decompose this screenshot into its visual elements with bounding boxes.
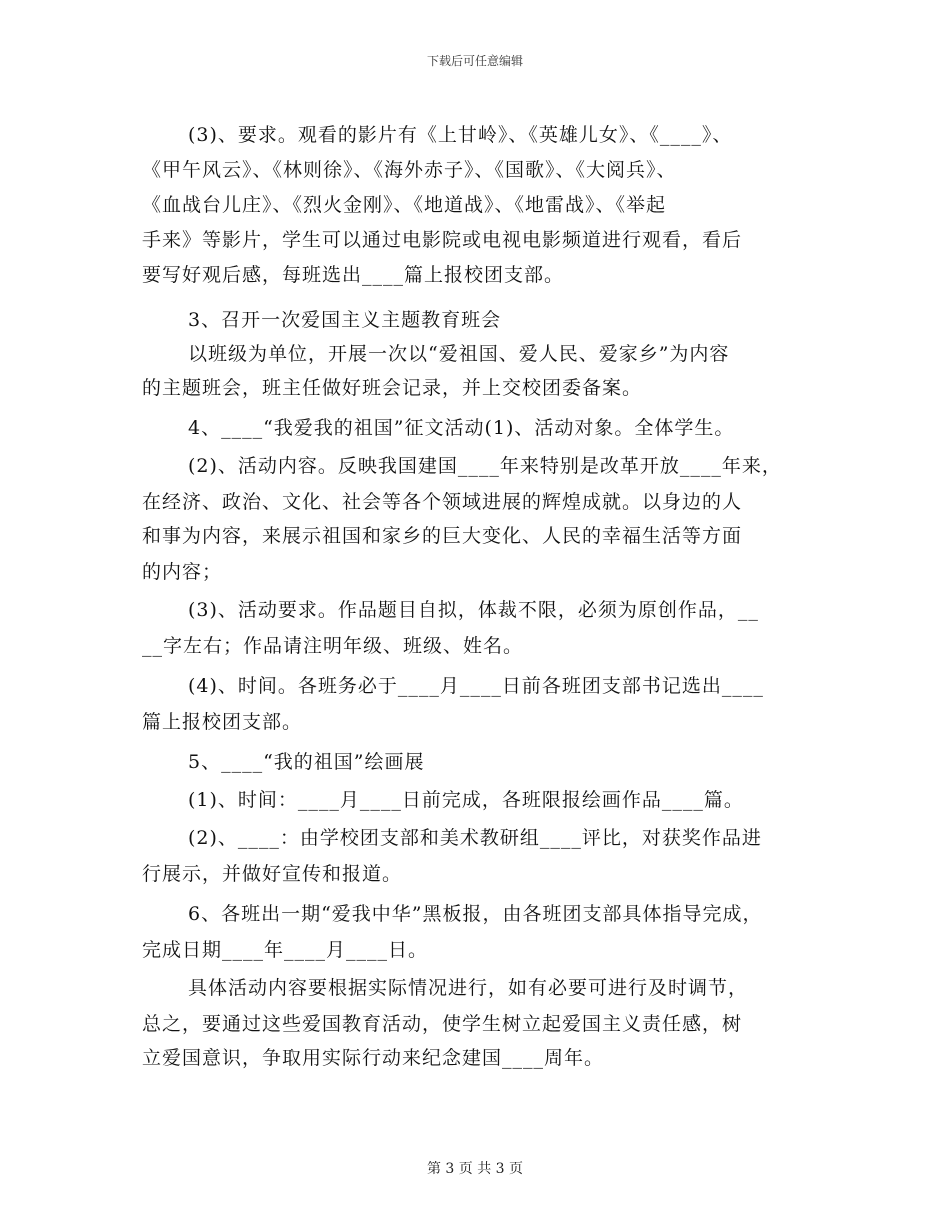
- page-header: 下载后可任意编辑: [426, 54, 523, 68]
- text-line: 要写好观后感，每班选出____篇上报校团支部。: [142, 264, 565, 286]
- page-footer: 第 3 页 共 3 页: [426, 1161, 524, 1177]
- text-line: 《血战台儿庄》、《烈火金刚》、《地道战》、《地雷战》、《举起: [142, 194, 667, 216]
- text-line: 在经济、政治、文化、社会等各个领域进展的辉煌成就。以身边的人: [142, 491, 743, 513]
- text-line: 5、____“我的祖国”绘画展: [188, 751, 425, 773]
- text-line: (3)、活动要求。作品题目自拟，体裁不限，必须为原创作品，__: [188, 599, 759, 621]
- text-line: 具体活动内容要根据实际情况进行，如有必要可进行及时调节，: [188, 977, 749, 999]
- text-line: 的主题班会，班主任做好班会记录，并上交校团委备案。: [142, 377, 643, 399]
- text-line: 6、各班出一期“爱我中华”黑板报，由各班团支部具体指导完成，: [188, 903, 763, 925]
- text-line: 行展示，并做好宣传和报道。: [142, 863, 403, 885]
- text-line: (2)、____：由学校团支部和美术教研组____评比，对获奖作品进: [188, 827, 762, 849]
- text-line: 以班级为单位，开展一次以“爱祖国、爱人民、爱家乡”为内容: [188, 343, 730, 365]
- text-line: (1)、时间：____月____日前完成，各班限报绘画作品____篇。: [188, 789, 744, 811]
- text-line: 3、召开一次爱国主义主题教育班会: [188, 309, 502, 331]
- text-line: 的内容；: [142, 561, 223, 583]
- text-line: 总之，要通过这些爱国教育活动，使学生树立起爱国主义责任感，树: [142, 1013, 743, 1035]
- text-line: 立爱国意识，争取用实际行动来纪念建国____周年。: [142, 1047, 605, 1069]
- text-line: 和事为内容，来展示祖国和家乡的巨大变化、人民的幸福生活等方面: [142, 525, 743, 547]
- text-line: 《甲午风云》、《林则徐》、《海外赤子》、《国歌》、《大阅兵》、: [142, 159, 677, 181]
- text-line: (4)、时间。各班务必于____月____日前各班团支部书记选出____: [188, 675, 764, 697]
- text-line: 4、____“我爱我的祖国”征文活动(1)、活动对象。全体学生。: [188, 417, 735, 439]
- text-line: 完成日期____年____月____日。: [142, 939, 429, 961]
- text-line: (3)、要求。观看的影片有《上甘岭》、《英雄儿女》、《____》、: [188, 124, 733, 146]
- text-line: (2)、活动内容。反映我国建国____年来特别是改革开放____年来，: [188, 455, 782, 477]
- text-line: 篇上报校团支部。: [142, 711, 303, 733]
- text-line: 手来》等影片，学生可以通过电影院或电视电影频道进行观看，看后: [142, 229, 743, 251]
- text-line: __字左右；作品请注明年级、班级、姓名。: [142, 635, 524, 657]
